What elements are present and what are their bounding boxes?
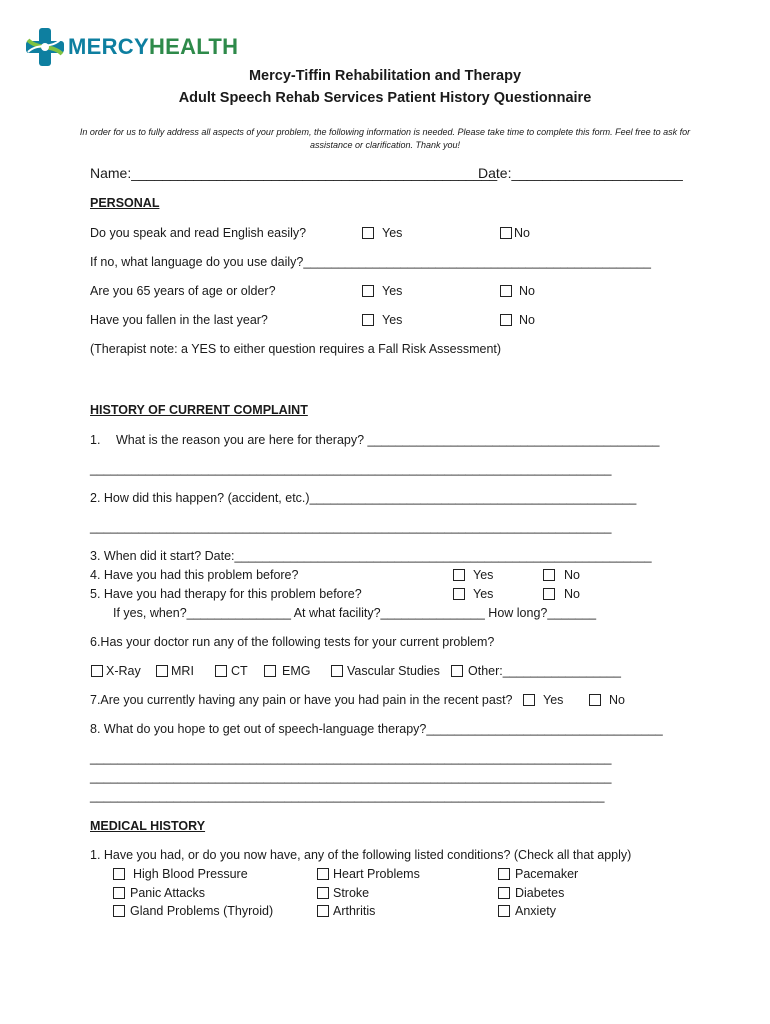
question-conditions: 1. Have you had, or do you now have, any of the following listed conditions? (Check all that apply) [90, 848, 632, 862]
pain-no-label: No [609, 693, 625, 707]
test-emg-label: EMG [282, 664, 311, 678]
pain-no-checkbox[interactable] [589, 694, 601, 706]
condition-checkbox[interactable] [113, 887, 125, 899]
fallen-yes-label: Yes [382, 313, 403, 327]
test-other-label[interactable]: Other:_________________ [468, 664, 621, 678]
fallen-no-label: No [519, 313, 535, 327]
problem-before-yes-label: Yes [473, 568, 494, 582]
english-no-label: No [514, 226, 530, 240]
english-yes-checkbox[interactable] [362, 227, 374, 239]
logo-text-health: HEALTH [148, 34, 239, 59]
pain-yes-checkbox[interactable] [523, 694, 535, 706]
problem-before-no-checkbox[interactable] [543, 569, 555, 581]
condition-checkbox[interactable] [498, 887, 510, 899]
hope-answer-line-1[interactable]: ___________________________________________________________________________ [90, 751, 612, 765]
condition-label: Anxiety [515, 904, 556, 918]
age-no-checkbox[interactable] [500, 285, 512, 297]
pain-yes-label: Yes [543, 693, 564, 707]
condition-checkbox[interactable] [317, 905, 329, 917]
test-mri-checkbox[interactable] [156, 665, 168, 677]
question-tests: 6.Has your doctor run any of the following tests for your current problem? [90, 635, 495, 649]
condition-label: Diabetes [515, 886, 565, 900]
therapy-before-yes-label: Yes [473, 587, 494, 601]
question-when-start[interactable]: 3. When did it start? Date:____________________________________________________________ [90, 549, 652, 563]
condition-checkbox[interactable] [317, 887, 329, 899]
condition-label: Heart Problems [333, 867, 420, 881]
condition-checkbox[interactable] [317, 868, 329, 880]
how-happen-answer-line[interactable]: ___________________________________________________________________________ [90, 520, 612, 534]
question-english: Do you speak and read English easily? [90, 226, 307, 240]
therapist-note: (Therapist note: a YES to either question requires a Fall Risk Assessment) [90, 342, 502, 356]
english-no-checkbox[interactable] [500, 227, 512, 239]
hope-answer-line-2[interactable]: ___________________________________________________________________________ [90, 770, 612, 784]
condition-label: Gland Problems (Thyroid) [130, 904, 274, 918]
question-how-happen[interactable]: 2. How did this happen? (accident, etc.)_______________________________________________ [90, 491, 637, 505]
age-no-label: No [519, 284, 535, 298]
test-mri-label: MRI [171, 664, 194, 678]
condition-checkbox[interactable] [498, 905, 510, 917]
condition-checkbox[interactable] [498, 868, 510, 880]
test-vascular-label: Vascular Studies [347, 664, 440, 678]
question-language[interactable]: If no, what language do you use daily?__________________________________________________ [90, 255, 651, 269]
q1-number: 1. [90, 433, 101, 447]
question-reason[interactable]: What is the reason you are here for therapy? __________________________________________ [116, 433, 660, 447]
form-title-line1: Mercy-Tiffin Rehabilitation and Therapy [248, 68, 522, 84]
therapy-details[interactable]: If yes, when?_______________ At what facility?_______________ How long?_______ [113, 606, 597, 620]
question-age: Are you 65 years of age or older? [90, 284, 276, 298]
problem-before-yes-checkbox[interactable] [453, 569, 465, 581]
form-title-line2: Adult Speech Rehab Services Patient History Questionnaire [178, 90, 592, 106]
therapy-before-yes-checkbox[interactable] [453, 588, 465, 600]
mercy-cross-icon [24, 26, 66, 68]
therapy-before-no-checkbox[interactable] [543, 588, 555, 600]
name-field[interactable]: Name:_______________________________________________ [90, 165, 498, 181]
test-vascular-checkbox[interactable] [331, 665, 343, 677]
date-field[interactable]: Date:______________________ [478, 165, 683, 181]
logo-text-mercy: MERCY [68, 34, 149, 59]
question-fallen: Have you fallen in the last year? [90, 313, 268, 327]
condition-label: Panic Attacks [130, 886, 206, 900]
age-yes-checkbox[interactable] [362, 285, 374, 297]
therapy-before-no-label: No [564, 587, 580, 601]
question-hope[interactable]: 8. What do you hope to get out of speech-language therapy?__________________________________ [90, 722, 663, 736]
reason-answer-line[interactable]: ___________________________________________________________________________ [90, 462, 612, 476]
complaint-heading: HISTORY OF CURRENT COMPLAINT [90, 403, 308, 417]
question-pain: 7.Are you currently having any pain or have you had pain in the recent past? [90, 693, 513, 707]
test-xray-label: X-Ray [106, 664, 141, 678]
test-emg-checkbox[interactable] [264, 665, 276, 677]
fallen-no-checkbox[interactable] [500, 314, 512, 326]
condition-checkbox[interactable] [113, 905, 125, 917]
problem-before-no-label: No [564, 568, 580, 582]
condition-label: Stroke [333, 886, 370, 900]
condition-checkbox[interactable] [113, 868, 125, 880]
condition-label: Arthritis [333, 904, 376, 918]
condition-label: Pacemaker [515, 867, 579, 881]
question-therapy-before: 5. Have you had therapy for this problem before? [90, 587, 362, 601]
test-xray-checkbox[interactable] [91, 665, 103, 677]
test-ct-label: CT [231, 664, 248, 678]
hope-answer-line-3[interactable]: __________________________________________________________________________ [90, 789, 605, 803]
fallen-yes-checkbox[interactable] [362, 314, 374, 326]
question-problem-before: 4. Have you had this problem before? [90, 568, 299, 582]
test-other-checkbox[interactable] [451, 665, 463, 677]
condition-label: High Blood Pressure [133, 867, 248, 881]
intro-text: In order for us to fully address all aspects of your problem, the following information is needed. Please take time to complete this form. Feel free to ask for assistance or clarification. Thank you! [79, 127, 691, 150]
english-yes-label: Yes [382, 226, 403, 240]
logo [24, 26, 264, 68]
test-ct-checkbox[interactable] [215, 665, 227, 677]
medical-heading: MEDICAL HISTORY [90, 819, 206, 833]
personal-heading: PERSONAL [90, 196, 160, 210]
age-yes-label: Yes [382, 284, 403, 298]
